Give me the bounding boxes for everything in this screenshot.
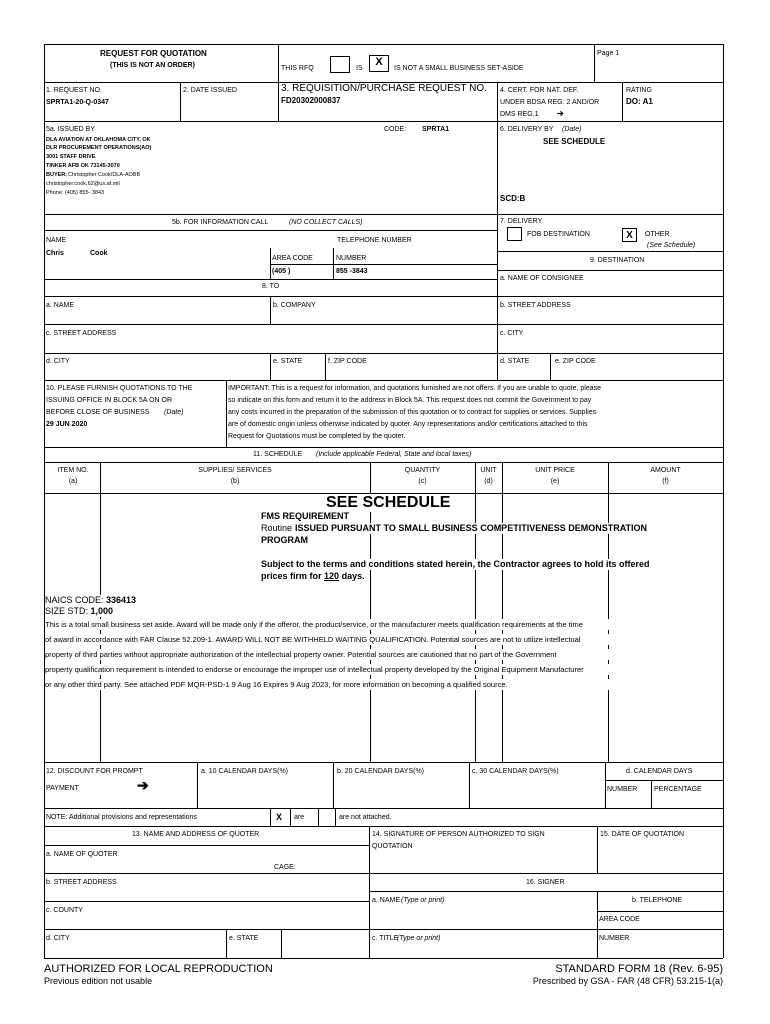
naics-row (45, 595, 136, 606)
quote-deadline-line-2: ISSUING OFFICE IN BLOCK 5A ON OR (46, 397, 173, 404)
discount-arrow-icon: ➔ (137, 777, 149, 793)
contact-last-name: Cook (90, 250, 108, 257)
cage-label: CAGE: (274, 864, 296, 871)
size-label: SIZE STD: (45, 606, 89, 616)
quoter-label: 13. NAME AND ADDRESS OF QUOTER (132, 831, 260, 838)
discount-20-days: b. 20 CALENDAR DAYS(%) (337, 768, 425, 775)
footer-prescribed: Prescribed by GSA - FAR (48 CFR) 53.215-1(a) (532, 976, 723, 986)
col-item-no: ITEM NO. (57, 467, 89, 474)
important-line-5: Request for Quotations must be completed by the quoter. (228, 433, 406, 440)
rfq-prefix: THIS RFQ (281, 65, 314, 72)
other-checkbox[interactable]: X (622, 228, 637, 242)
discount-number: NUMBER (607, 786, 638, 793)
col-item-no-sub: (a) (68, 478, 78, 485)
info-call-italic: (NO COLLECT CALLS) (289, 219, 363, 226)
important-line-4: are of domestic origin unless otherwise indicated by quoter. Any representations and/or certifications attached to this (228, 421, 588, 428)
program-text: PROGRAM (261, 535, 308, 545)
issuer-line-1: DLA AVIATION AT OKLAHOMA CITY, OK (46, 137, 151, 143)
subject-days: 120 (324, 571, 340, 581)
date-of-quotation-label: 15. DATE OF QUOTATION (600, 831, 685, 838)
col-amount-sub: (f) (662, 478, 669, 485)
note-suffix: are not attached. (339, 814, 392, 821)
col-unit-price: UNIT PRICE (535, 467, 575, 474)
important-line-1: IMPORTANT: This is a request for information, and quotations furnished are not offers. If you are unable to quote, please (228, 385, 602, 392)
form-title: REQUEST FOR QUOTATION (100, 49, 207, 58)
size-row (45, 606, 113, 617)
issued-by-code-value: SPRTA1 (422, 126, 450, 133)
buyer-value: Christopher Cook/DLA-AOBB (68, 172, 141, 178)
see-schedule-heading: SEE SCHEDULE (326, 494, 451, 511)
fob-destination-checkbox[interactable] (507, 227, 522, 241)
signer-title-label: c. TITLE (372, 935, 399, 942)
requisition-label: 3. REQUISITION/PURCHASE REQUEST NO. (281, 83, 487, 94)
col-unit-price-sub: (e) (550, 478, 560, 485)
body-line-2: of award in accordance with FAR Clause 52.209-1. AWARD WILL NOT BE WITHHELD WAITING QUALIFICATION. Potential sources are not to utilize intellectual (45, 634, 722, 645)
arrow-right-icon: ➔ (557, 109, 564, 118)
rfq-is-label: IS (356, 65, 363, 72)
col-unit-sub: (d) (484, 478, 493, 485)
cert-label-1: 4. CERT. FOR NAT. DEF. (500, 87, 579, 94)
routine-text: ISSUED PURSUANT TO SMALL BUSINESS COMPETITIVENESS DEMONSTRATION (295, 523, 648, 533)
subject-line-2 (261, 571, 365, 582)
signer-name-label: a. NAME (372, 897, 401, 904)
body-line-3: property of third parties without appropriate authorization of the intellectual property owner. Potential sources are cautioned that no part of the Government (45, 649, 722, 660)
signature-label-1: 14. SIGNATURE OF PERSON AUTHORIZED TO SIGN (372, 831, 545, 838)
col-unit: UNIT (480, 467, 497, 474)
col-quantity: QUANTITY (404, 467, 441, 474)
fms-requirement: FMS REQUIREMENT (261, 511, 350, 521)
schedule-label: 11. SCHEDULE (253, 451, 303, 458)
naics-value: 336413 (106, 595, 137, 605)
issued-by-label: 5a. ISSUED BY (46, 126, 96, 133)
request-no-label: 1. REQUEST NO. (46, 87, 102, 94)
destination-label: 9. DESTINATION (590, 257, 645, 264)
note-text: NOTE: Additional provisions and representations (46, 814, 197, 821)
col-supplies: SUPPLIES/ SERVICES (198, 467, 272, 474)
phone-number-label: NUMBER (336, 255, 367, 262)
routine-prefix: Routine (261, 523, 293, 533)
delivery-by-label: 6. DELIVERY BY (500, 126, 554, 133)
cert-label-3: DMS REG.1 (500, 111, 539, 118)
discount-percentage: PERCENTAGE (654, 786, 702, 793)
to-name-label: a. NAME (46, 302, 75, 309)
discount-30-days: c. 30 CALENDAR DAYS(%) (472, 768, 559, 775)
issuer-line-4: TINKER AFB OK 73145-3070 (46, 163, 120, 169)
cert-label-2: UNDER BDSA REG. 2 AND/OR (500, 99, 600, 106)
scd-value: SCD:B (500, 194, 526, 203)
contact-first-name: Chris (46, 250, 64, 257)
dest-state-label: d. STATE (500, 358, 530, 365)
col-supplies-sub: (b) (230, 478, 240, 485)
to-street-label: c. STREET ADDRESS (46, 330, 117, 337)
col-amount: AMOUNT (650, 467, 681, 474)
contact-name-label: NAME (46, 237, 67, 244)
requisition-value: FD20302000837 (281, 96, 341, 105)
naics-label: NAICS CODE: (45, 595, 104, 605)
rfq-suffix: IS NOT A SMALL BUSINESS SET-ASIDE (394, 65, 524, 72)
discount-label-2: PAYMENT (46, 785, 79, 792)
rating-value: DO: A1 (626, 97, 653, 106)
signer-label: 16. SIGNER (526, 879, 565, 886)
quote-deadline-line-1: 10. PLEASE FURNISH QUOTATIONS TO THE (46, 385, 193, 392)
other-label: OTHER (645, 231, 670, 238)
to-city-label: d. CITY (46, 358, 70, 365)
footer-previous: Previous edition not usable (44, 976, 153, 986)
buyer-email: christopher.cook.62@us.af.mil (46, 181, 120, 187)
phone-number-value: 855 -3843 (336, 268, 368, 275)
dest-zip-label: e. ZIP CODE (555, 358, 596, 365)
telephone-label: TELEPHONE NUMBER (337, 237, 412, 244)
signer-number-label: NUMBER (599, 935, 630, 942)
body-line-5: or any other third party. See attached PDF MQR-PSD-1 9 Aug 16 Expires 9 Aug 2023, for more information on becoming a qualified source. (45, 679, 722, 690)
issued-by-code-label: CODE: (384, 126, 407, 133)
quoter-name-label: a. NAME OF QUOTER (46, 851, 118, 858)
quoter-state-label: e. STATE (229, 935, 259, 942)
subject-prefix: prices firm for (261, 571, 322, 581)
signer-telephone-label: b. TELEPHONE (632, 897, 683, 904)
delivery-by-italic: (Date) (562, 126, 582, 133)
dest-city-label: c. CITY (500, 330, 524, 337)
quoter-county-label: c. COUNTY (46, 907, 83, 914)
buyer-label: BUYER: (46, 172, 68, 178)
important-line-2: so indicate on this form and return it to the address in Block 5A. This request does not commit the Government to pay (228, 397, 592, 404)
dest-street-label: b. STREET ADDRESS (500, 302, 571, 309)
footer-authorized: AUTHORIZED FOR LOCAL REPRODUCTION (44, 963, 273, 975)
discount-label-1: 12. DISCOUNT FOR PROMPT (46, 768, 143, 775)
rfq-is-not-checkbox[interactable]: X (369, 55, 389, 72)
request-no-value: SPRTA1-20-Q-0347 (46, 99, 109, 106)
note-are-checkbox[interactable]: X (276, 812, 283, 822)
area-code-value: (405 ) (272, 268, 291, 275)
signer-name-italic: (Type or print) (401, 897, 445, 904)
buyer-phone: Phone: (405) 855- 3843 (46, 190, 105, 196)
quote-deadline-line-3: BEFORE CLOSE OF BUSINESS (46, 409, 150, 416)
to-company-label: b. COMPANY (273, 302, 316, 309)
consignee-label: a. NAME OF CONSIGNEE (500, 275, 584, 282)
info-call-label: 5b. FOR INFORMATION CALL (172, 219, 269, 226)
delivery-label: 7. DELIVERY (500, 218, 543, 225)
signature-label-2: QUOTATION (372, 843, 413, 850)
fob-destination-label: FOB DESTINATION (527, 231, 590, 238)
rating-label: RATING (626, 87, 652, 94)
to-state-label: e. STATE (273, 358, 303, 365)
signer-area-label: AREA CODE (599, 916, 640, 923)
schedule-body (45, 494, 722, 762)
form-subtitle: (THIS IS NOT AN ORDER) (110, 62, 195, 69)
quoter-city-label: d. CITY (46, 935, 70, 942)
date-issued-label: 2. DATE ISSUED (183, 87, 237, 94)
to-label: 8. TO (262, 283, 280, 290)
note-are: are (294, 814, 305, 821)
area-code-label: AREA CODE (272, 255, 313, 262)
quote-deadline-date: 29 JUN 2020 (46, 421, 88, 428)
size-value: 1,000 (90, 606, 114, 616)
to-zip-label: f. ZIP CODE (328, 358, 367, 365)
page-number: Page 1 (597, 50, 620, 57)
rfq-is-checkbox[interactable] (330, 56, 350, 73)
delivery-by-value: SEE SCHEDULE (543, 137, 606, 146)
quoter-street-label: b. STREET ADDRESS (46, 879, 117, 886)
discount-10-days: a. 10 CALENDAR DAYS(%) (201, 768, 289, 775)
subject-line-1: Subject to the terms and conditions stated herein, the Contractor agrees to hold its offered (261, 559, 650, 569)
body-line-4: property qualification requirement is intended to endorse or encourage the improper use of intellectual property developed by the Original Equipment Manufacturer (45, 664, 722, 675)
see-schedule-note: (See Schedule) (647, 242, 696, 249)
schedule-italic: (Include applicable Federal, State and local taxes) (316, 451, 472, 458)
important-line-3: any costs incurred in the preparation of the submission of this quotation or to contract for supplies or services. Supplies (228, 409, 597, 416)
col-quantity-sub: (c) (418, 478, 427, 485)
footer-standard-form: STANDARD FORM 18 (Rev. 6-95) (555, 963, 723, 975)
subject-suffix: days. (341, 571, 365, 581)
signer-title-italic: (Type or print) (397, 935, 441, 942)
body-line-1: This is a total small business set aside. Award will be made only if the offeror, the product/service, or the manufacturer meets qualification requirements at the time (45, 619, 722, 630)
discount-calendar-days: d. CALENDAR DAYS (626, 768, 693, 775)
issuer-line-2: DLR PROCUREMENT OPERATIONS(AO) (46, 145, 152, 151)
issuer-line-3: 3001 STAFF DRIVE (46, 154, 96, 160)
quote-deadline-italic: (Date) (164, 409, 184, 416)
